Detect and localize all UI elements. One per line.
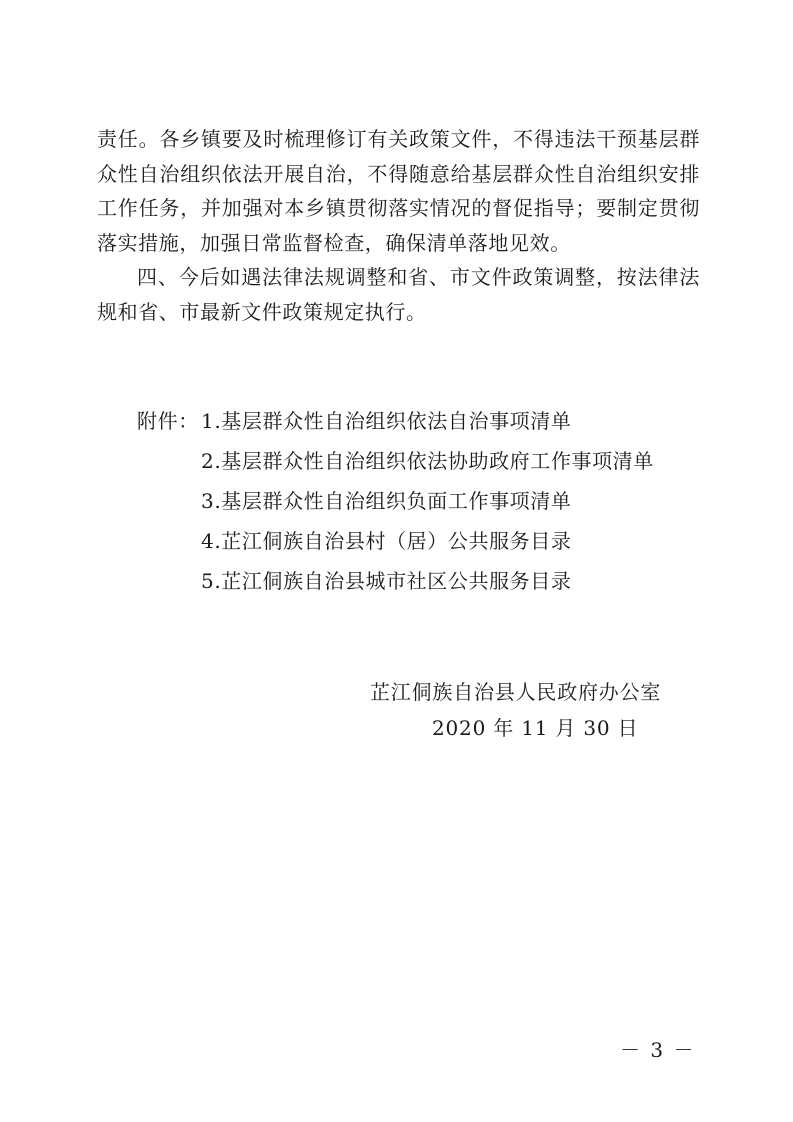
attachment-row — [137, 481, 737, 521]
attachment-item-1: 1.基层群众性自治组织依法自治事项清单 — [201, 409, 572, 433]
paragraph-responsibility: 责任。各乡镇要及时梳理修订有关政策文件，不得违法干预基层群众性自治组织依法开展自治，不得随意给基层群众性自治组织安排工作任务，并加强对本乡镇贯彻落实情况的督促指导；要制定贯彻落实措施，加强日常监督检查，确保清单落地见效。 — [97, 127, 700, 255]
paragraph-four-adjustments: 四、今后如遇法律法规调整和省、市文件政策调整，按法律法规和省、市最新文件政策规定执行。 — [97, 265, 700, 324]
signoff-block — [370, 674, 700, 746]
issue-date: 2020 年 11 月 30 日 — [432, 716, 639, 740]
attachments-label-spacer — [137, 521, 201, 561]
attachment-row — [137, 441, 737, 481]
attachments-list — [137, 401, 737, 601]
attachment-item-4: 4.芷江侗族自治县村（居）公共服务目录 — [201, 529, 572, 553]
attachment-item-3: 3.基层群众性自治组织负面工作事项清单 — [201, 489, 572, 513]
attachments-label: 附件： — [137, 409, 199, 433]
attachments-label-spacer — [137, 561, 201, 601]
issuing-organization: 芷江侗族自治县人民政府办公室 — [370, 680, 662, 704]
attachments-label-spacer — [137, 481, 201, 521]
attachment-item-2: 2.基层群众性自治组织依法协助政府工作事项清单 — [201, 449, 654, 473]
attachments-label-spacer — [137, 441, 201, 481]
attachment-row — [137, 561, 737, 601]
body-text — [97, 122, 700, 329]
page-number: － 3 － — [620, 1038, 696, 1062]
attachment-item-5: 5.芷江侗族自治县城市社区公共服务目录 — [201, 569, 572, 593]
attachment-row — [137, 401, 737, 441]
attachment-row — [137, 521, 737, 561]
